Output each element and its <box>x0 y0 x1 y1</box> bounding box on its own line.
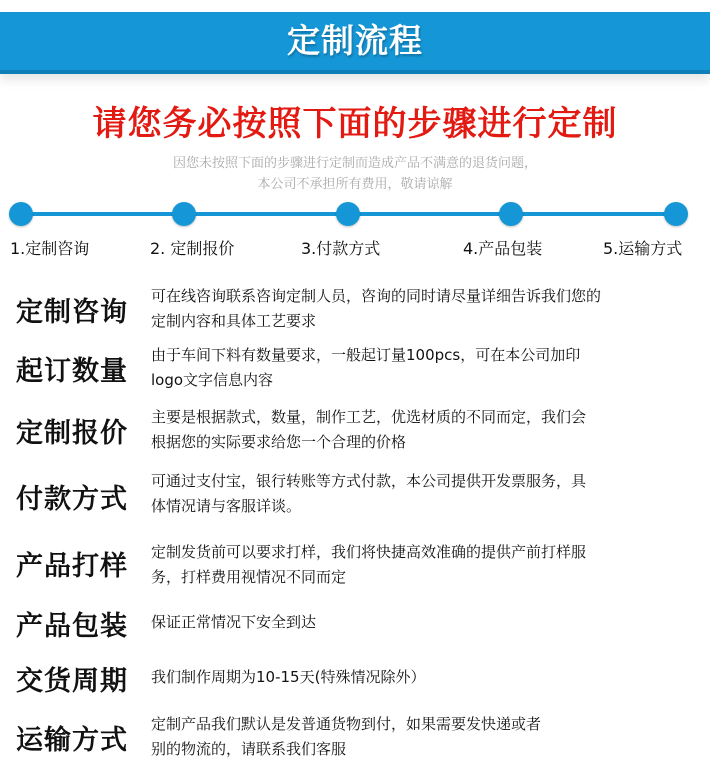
row-description-line: 可在线咨询联系咨询定制人员，咨询的同时请尽量详细告诉我们您的 <box>151 287 602 305</box>
step-label-3: 3.付款方式 <box>301 239 381 258</box>
row-description <box>151 610 696 635</box>
banner-title: 定制流程 <box>287 21 423 60</box>
step-label-1: 1.定制咨询 <box>10 239 90 258</box>
row-description <box>151 343 696 393</box>
row-description <box>151 469 696 519</box>
row-description <box>151 540 696 590</box>
row-title: 定制报价 <box>16 418 128 449</box>
process-timeline <box>0 196 710 266</box>
timeline-dot-3 <box>336 202 360 226</box>
row-description-line: 定制产品我们默认是发普通货物到付，如果需要发快递或者 <box>151 715 542 733</box>
notice-subtext-line1: 因您未按照下面的步骤进行定制而造成产品不满意的退货问题， <box>172 156 537 171</box>
timeline-dot-5 <box>664 202 688 226</box>
timeline-dot-1 <box>9 202 33 226</box>
row-description-line: 主要是根据款式，数量，制作工艺，优选材质的不同而定，我们会 <box>151 408 587 426</box>
timeline-dot-4 <box>499 202 523 226</box>
row-title: 产品打样 <box>16 551 128 582</box>
row-description <box>151 712 696 762</box>
row-description <box>151 405 696 455</box>
row-title: 运输方式 <box>16 725 128 756</box>
row-title: 产品包装 <box>16 611 128 642</box>
row-description-line: 定制内容和具体工艺要求 <box>151 312 317 330</box>
step-label-2: 2. 定制报价 <box>150 239 235 258</box>
row-description-line: 体情况请与客服详谈。 <box>151 497 302 515</box>
row-description-line: 务，打样费用视情况不同而定 <box>151 568 347 586</box>
row-description-line: logo文字信息内容 <box>151 371 274 389</box>
row-description-line: 可通过支付宝，银行转账等方式付款，本公司提供开发票服务，具 <box>151 472 587 490</box>
row-description-line: 别的物流的，请联系我们客服 <box>151 740 347 758</box>
notice-heading: 请您务必按照下面的步骤进行定制 <box>92 104 618 144</box>
row-description-line: 保证正常情况下安全到达 <box>151 613 317 631</box>
row-title: 起订数量 <box>16 356 128 387</box>
row-title: 付款方式 <box>16 484 128 515</box>
row-description-line: 定制发货前可以要求打样，我们将快捷高效准确的提供产前打样服 <box>151 543 587 561</box>
row-description-line: 由于车间下料有数量要求，一般起订量100pcs，可在本公司加印 <box>151 346 581 364</box>
row-title: 交货周期 <box>16 666 128 697</box>
row-description-line: 根据您的实际要求给您一个合理的价格 <box>151 433 407 451</box>
timeline-dot-2 <box>172 202 196 226</box>
row-description <box>151 665 696 690</box>
row-title: 定制咨询 <box>16 297 128 328</box>
notice-subtext-line2: 本公司不承担所有费用，敬请谅解 <box>257 177 453 192</box>
row-description <box>151 284 696 334</box>
row-description-line: 我们制作周期为10-15天(特殊情况除外） <box>151 668 426 686</box>
step-label-4: 4.产品包装 <box>463 239 543 258</box>
step-label-5: 5.运输方式 <box>603 239 683 258</box>
title-banner <box>0 0 710 90</box>
